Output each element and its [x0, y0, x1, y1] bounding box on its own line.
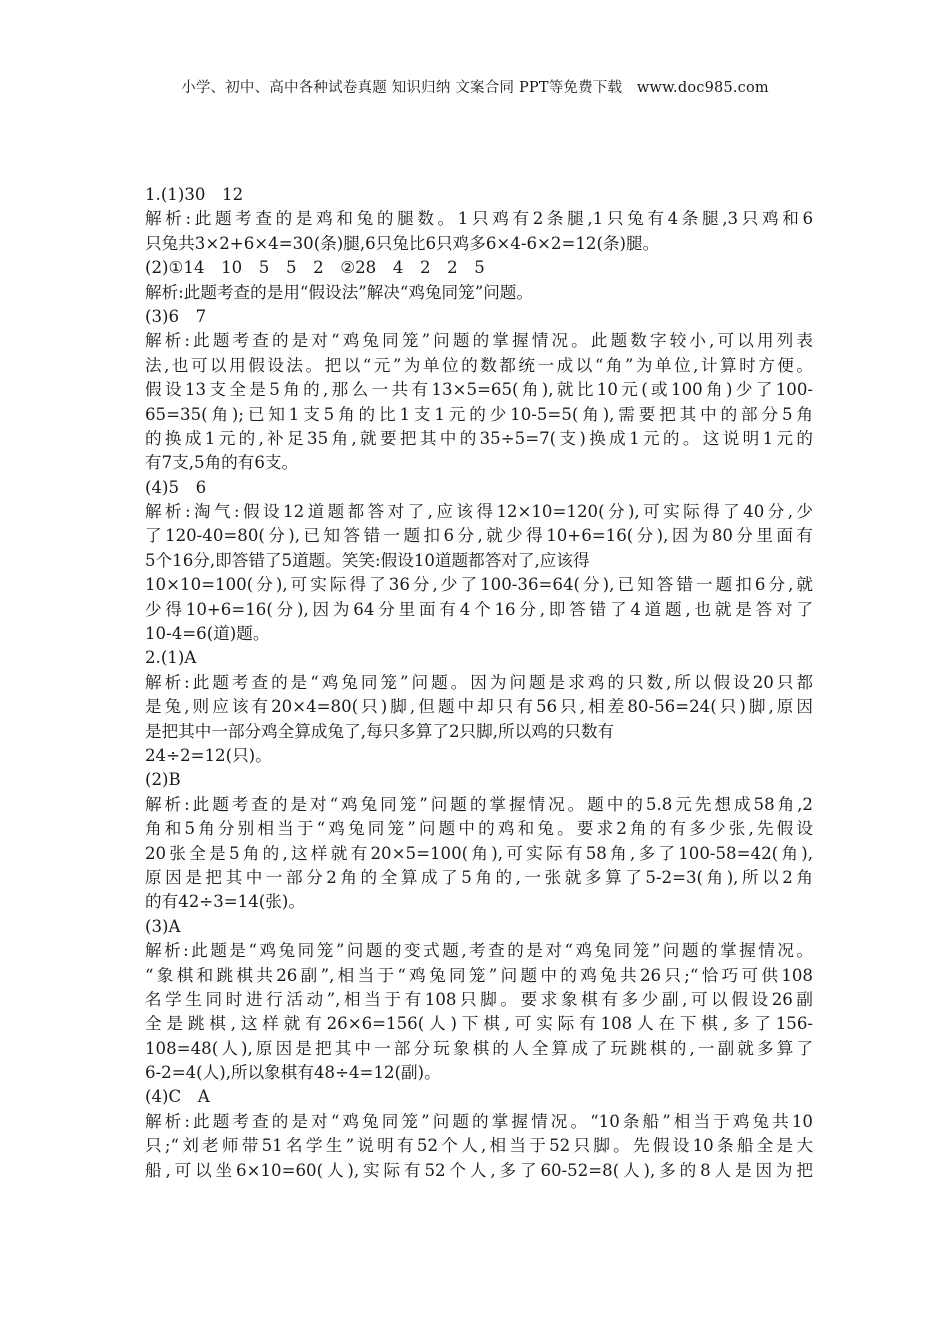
text-line: 解析:此题考查的是“鸡兔同笼”问题。因为问题是求鸡的只数,所以假设20只都 [145, 672, 813, 692]
text-line: 解析:此题考查的是对“鸡兔同笼”问题的掌握情况。“10条船”相当于鸡兔共10 [145, 1111, 813, 1131]
text-line: 船,可以坐6×10=60(人),实际有52个人,多了60-52=8(人),多的8人是因为把 [145, 1160, 813, 1180]
text-line: 65=35(角);已知1支5角的比1支1元的少10-5=5(角),需要把其中的部分5角 [145, 404, 813, 424]
text-line: “象棋和跳棋共26副”,相当于“鸡兔同笼”问题中的鸡兔共26只;“恰巧可供108 [145, 965, 813, 985]
text-line: 了120-40=80(分),已知答错一题扣6分,就少得10+6=16(分),因为80分里面有 [145, 526, 813, 546]
text-line: (3)A [145, 916, 181, 936]
text-line: (2)B [145, 770, 181, 790]
text-line: 108=48(人),原因是把其中一部分玩象棋的人全算成了玩跳棋的,一副就多算了 [145, 1038, 813, 1058]
text-line: 名学生同时进行活动”,相当于有108只脚。要求象棋有多少副,可以假设26副 [145, 989, 813, 1009]
text-line: 1.(1)30 12 [145, 185, 244, 204]
text-line: 全是跳棋,这样就有26×6=156(人)下棋,可实际有108人在下棋,多了156- [145, 1014, 813, 1034]
text-line: 解析:此题考查的是对“鸡兔同笼”问题的掌握情况。此题数字较小,可以用列表 [145, 331, 813, 351]
answer-body [145, 183, 813, 1183]
text-line: 假设13支全是5角的,那么一共有13×5=65(角),就比10元(或100角)少了100- [145, 380, 813, 400]
text-line: 只;“刘老师带51名学生”说明有52个人,相当于52只脚。先假设10条船全是大 [145, 1136, 813, 1156]
text-line: 5个16分,即答错了5道题。笑笑:假设10道题都答对了,应该得 [145, 550, 590, 570]
text-line: 少得10+6=16(分),因为64分里面有4个16分,即答错了4道题,也就是答对了 [145, 599, 813, 619]
text-line: 解析:淘气:假设12道题都答对了,应该得12×10=120(分),可实际得了40分,少 [145, 502, 813, 522]
text-line: 10-4=6(道)题。 [145, 624, 270, 644]
text-line: 的换成1元的,补足35角,就要把其中的35÷5=7(支)换成1元的。这说明1元的 [145, 428, 813, 448]
text-line: 的有42÷3=14(张)。 [145, 892, 305, 912]
text-line: 角和5角分别相当于“鸡兔同笼”问题中的鸡和兔。要求2角的有多少张,先假设 [145, 819, 813, 839]
text-line: 解析:此题考查的是鸡和兔的腿数。1只鸡有2条腿,1只兔有4条腿,3只鸡和6 [145, 209, 813, 229]
text-line: 6-2=4(人),所以象棋有48÷4=12(副)。 [145, 1063, 441, 1083]
text-line: 是兔,则应该有20×4=80(只)脚,但题中却只有56只,相差80-56=24(只)脚,原因 [145, 697, 813, 717]
text-line: 解析:此题考查的是对“鸡兔同笼”问题的掌握情况。题中的5.8元先想成58角,2 [145, 794, 813, 814]
text-line: 有7支,5角的有6支。 [145, 453, 299, 473]
text-line: (4)C A [145, 1087, 210, 1107]
text-line: (2)①14 10 5 5 2 ②28 4 2 2 5 [145, 258, 485, 278]
text-line: 解析:此题考查的是用“假设法”解决“鸡兔同笼”问题。 [145, 282, 533, 302]
text-line: 20张全是5角的,这样就有20×5=100(角),可实际有58角,多了100-58=42(角), [145, 843, 813, 863]
text-line: 只兔共3×2+6×4=30(条)腿,6只兔比6只鸡多6×4-6×2=12(条)腿。 [145, 233, 660, 253]
page-header: 小学、初中、高中各种试卷真题 知识归纳 文案合同 PPT等免费下载 www.doc985.com [181, 80, 769, 96]
text-line: 法,也可以用假设法。把以“元”为单位的数都统一成以“角”为单位,计算时方便。 [145, 355, 813, 375]
text-line: 24÷2=12(只)。 [145, 745, 272, 765]
text-line: (3)6 7 [145, 306, 207, 326]
text-line: 10×10=100(分),可实际得了36分,少了100-36=64(分),已知答错一题扣6分,就 [145, 575, 813, 595]
text-line: 原因是把其中一部分2角的全算成了5角的,一张就多算了5-2=3(角),所以2角 [145, 867, 813, 887]
text-line: (4)5 6 [145, 477, 207, 497]
text-line: 是把其中一部分鸡全算成兔了,每只多算了2只脚,所以鸡的只数有 [145, 721, 615, 741]
text-line: 解析:此题是“鸡兔同笼”问题的变式题,考查的是对“鸡兔同笼”问题的掌握情况。 [145, 941, 813, 961]
text-line: 2.(1)A [145, 648, 197, 668]
